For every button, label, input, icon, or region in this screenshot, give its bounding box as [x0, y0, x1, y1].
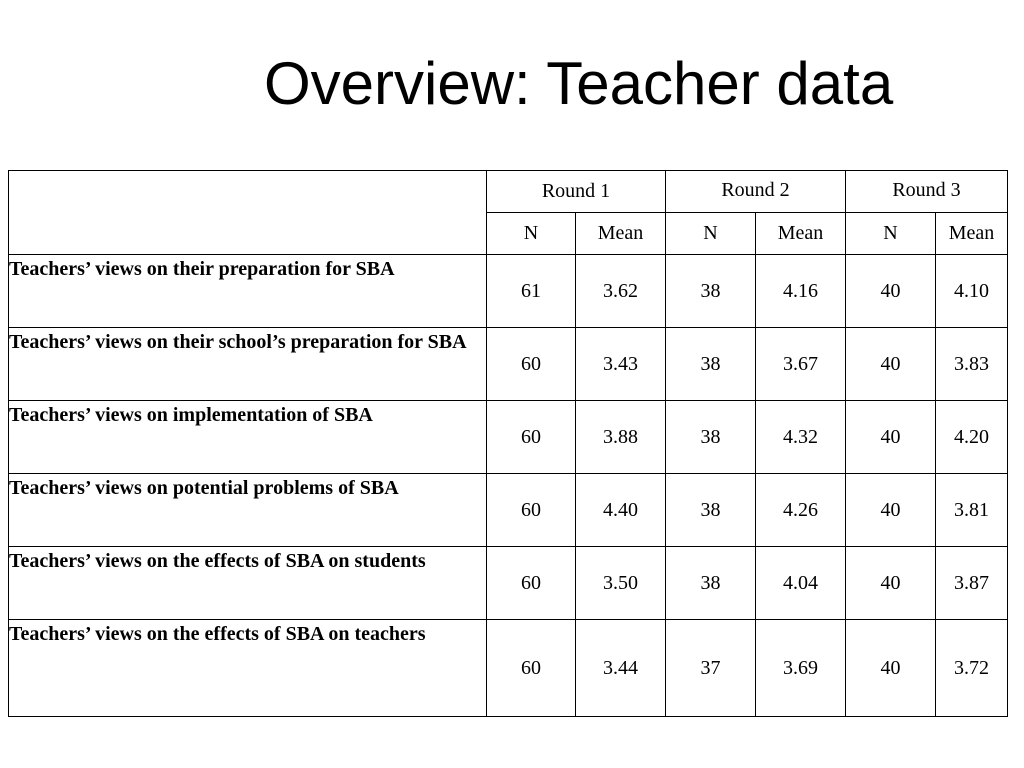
round-2-mean-cell: 3.67 — [756, 328, 846, 401]
round-3-mean-cell: 3.83 — [936, 328, 1008, 401]
round-3-n-header: N — [846, 213, 936, 255]
round-2-n-header: N — [666, 213, 756, 255]
round-1-mean-cell: 4.40 — [576, 474, 666, 547]
round-3-n-cell: 40 — [846, 328, 936, 401]
round-3-mean-cell: 4.20 — [936, 401, 1008, 474]
round-1-n-header: N — [487, 213, 576, 255]
round-1-mean-cell: 3.88 — [576, 401, 666, 474]
page-title: Overview: Teacher data — [264, 50, 894, 117]
round-2-mean-header: Mean — [756, 213, 846, 255]
round-3-mean-cell: 4.10 — [936, 255, 1008, 328]
round-2-n-cell: 38 — [666, 328, 756, 401]
round-1-mean-cell: 3.44 — [576, 620, 666, 717]
header-corner-cell — [9, 171, 487, 255]
table-row — [9, 547, 1008, 620]
header-row-rounds — [9, 171, 1008, 213]
round-2-n-cell: 38 — [666, 255, 756, 328]
round-2-mean-cell: 4.04 — [756, 547, 846, 620]
row-label: Teachers’ views on potential problems of SBA — [9, 474, 487, 547]
round-2-mean-cell: 4.16 — [756, 255, 846, 328]
round-3-mean-cell: 3.72 — [936, 620, 1008, 717]
round-3-n-cell: 40 — [846, 620, 936, 717]
round-2-mean-cell: 4.32 — [756, 401, 846, 474]
round-1-n-cell: 60 — [487, 474, 576, 547]
round-3-header: Round 3 — [846, 171, 1008, 213]
table-row — [9, 401, 1008, 474]
row-label: Teachers’ views on their preparation for SBA — [9, 255, 487, 328]
round-1-mean-cell: 3.62 — [576, 255, 666, 328]
round-1-mean-cell: 3.43 — [576, 328, 666, 401]
table-row — [9, 474, 1008, 547]
round-1-n-cell: 61 — [487, 255, 576, 328]
round-2-mean-cell: 3.69 — [756, 620, 846, 717]
table-row — [9, 620, 1008, 717]
round-1-n-cell: 60 — [487, 620, 576, 717]
round-1-mean-cell: 3.50 — [576, 547, 666, 620]
round-2-mean-cell: 4.26 — [756, 474, 846, 547]
round-2-n-cell: 38 — [666, 474, 756, 547]
round-2-header: Round 2 — [666, 171, 846, 213]
round-3-mean-cell: 3.81 — [936, 474, 1008, 547]
row-label: Teachers’ views on their school’s preparation for SBA — [9, 328, 487, 401]
round-1-mean-header: Mean — [576, 213, 666, 255]
round-3-mean-header: Mean — [936, 213, 1008, 255]
row-label: Teachers’ views on implementation of SBA — [9, 401, 487, 474]
round-3-n-cell: 40 — [846, 255, 936, 328]
round-3-mean-cell: 3.87 — [936, 547, 1008, 620]
table-row — [9, 255, 1008, 328]
round-3-n-cell: 40 — [846, 401, 936, 474]
round-1-n-cell: 60 — [487, 401, 576, 474]
round-2-n-cell: 37 — [666, 620, 756, 717]
round-1-n-cell: 60 — [487, 328, 576, 401]
table-row — [9, 328, 1008, 401]
round-2-n-cell: 38 — [666, 547, 756, 620]
round-3-n-cell: 40 — [846, 547, 936, 620]
round-3-n-cell: 40 — [846, 474, 936, 547]
round-1-n-cell: 60 — [487, 547, 576, 620]
round-1-header: Round 1 — [487, 171, 666, 213]
row-label: Teachers’ views on the effects of SBA on students — [9, 547, 487, 620]
round-2-n-cell: 38 — [666, 401, 756, 474]
row-label: Teachers’ views on the effects of SBA on teachers — [9, 620, 487, 717]
teacher-data-table — [8, 170, 1008, 717]
